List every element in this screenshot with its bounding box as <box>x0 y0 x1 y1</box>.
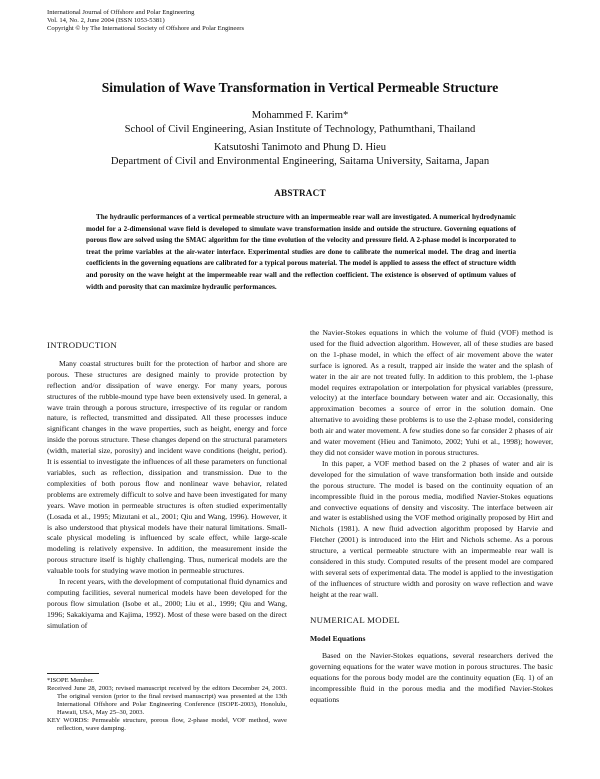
journal-volume: Vol. 14, No. 2, June 2004 (ISSN 1053-5381) <box>47 17 165 24</box>
left-column <box>47 340 287 632</box>
abstract-text: The hydraulic performances of a vertical permeable structure with an impermeable rear wall are investigated. A numerical hydrodynamic model for a 2-dimensional wave field is developed to simulate wave transformation inside and outside the structure. Governing equations of porous flow are solved using the SMAC algorithm for the time evolution of the velocity and pressure field. A 2-phase model is incorporated to treat the prime variables at the air-water interface. Experimental studies are done to calibrate the numerical model. The drag and inertia coefficients in the governing equations are calibrated for a typical porous material. The model is applied to assess the effect of structure width and porosity on the wave height at the impermeable rear wall and the reflection coefficient. The existence is observed of optimum values of width and porosity that can maximize hydraulic performances. <box>86 213 516 291</box>
affiliation-1: School of Civil Engineering, Asian Institute of Technology, Pathumthani, Thailand <box>124 124 476 135</box>
model-equations-heading: Model Equations <box>310 633 366 643</box>
intro-paragraph-1: Many coastal structures built for the protection of harbor and shore are porous. These structures are designed mainly to provide protection by reflection and/or dissipation of wave energy. For many years, porous structures of the rubble-mound type have been extensively used. In general, a wave train through a porous structure, irrespective of its regular or random nature, is reflected, transmitted and dissipated. All these processes induce significant changes in the wave properties, such as height, energy and force inside the porous structure. These changes depend on the structural parameters (width, material size, porosity) and incident wave conditions (height, period). It is essential to investigate the influences of all these parameters on functional variables, such as reflection, dissipation and transmission. Due to the complexities of both porous flow and nonlinear wave behavior, related problems are extremely difficult to solve and have been investigated for many years. Wave motion in permeable structures is often studied experimentally (Losada et al., 1995; Mizutani et al., 2001; Qiu and Wang, 1996). However, it is also understood that physical models have their natural limitations. Small-scale physical modeling is influenced by scale effect, while large-scale modeling is relatively expensive. In addition, the measurement inside the porous structure itself is highly challenging. Thus, numerical models are the valuable tools for studying wave motion in permeable structures. <box>47 358 287 576</box>
footnote-received: Received June 28, 2003; revised manuscript received by the editors December 24, 2003. The original version (prior to the final revised manuscript) was presented at the 13th International Offshore and Polar Engineering Conference (ISOPE-2003), Honolulu, Hawaii, USA, May 25–30, 2003. <box>47 685 287 716</box>
col2-paragraph-3: Based on the Navier-Stokes equations, several researchers derived the governing equations for the water wave motion in porous structures. The basic equations for the porous body model are the continuity equation (Eq. 1) of an incompressible fluid in the porous media and the modified Navier-Stokes equations <box>310 651 553 705</box>
footnotes <box>47 677 287 733</box>
author-2: Katsutoshi Tanimoto and Phung D. Hieu <box>213 142 387 153</box>
footnote-rule <box>47 673 99 674</box>
footnote-keywords: KEY WORDS: Permeable structure, porous flow, 2-phase model, VOF method, wave reflection, wave damping. <box>47 717 287 732</box>
affiliation-2: Department of Civil and Environmental Engineering, Saitama University, Saitama, Japan <box>110 156 490 167</box>
intro-paragraph-2: In recent years, with the development of computational fluid dynamics and computing facilities, several numerical models have been developed for the porous flow simulation (Isobe et al., 2000; Liu et al., 1999; Qiu and Wang, 1996; Sakakiyama and Kajima, 1992). Most of these were based on the direct simulation of <box>47 577 287 630</box>
numerical-model-heading: NUMERICAL MODEL <box>310 614 400 625</box>
footnote-isope: *ISOPE Member. <box>47 677 94 684</box>
introduction-heading: INTRODUCTION <box>47 340 118 350</box>
journal-copyright: Copyright © by The International Society of Offshore and Polar Engineers <box>47 25 245 32</box>
paper-title: Simulation of Wave Transformation in Vertical Permeable Structure <box>101 80 499 95</box>
author-1: Mohammed F. Karim* <box>251 110 349 121</box>
journal-header <box>47 9 244 33</box>
abstract-heading: ABSTRACT <box>274 188 326 198</box>
journal-name: International Journal of Offshore and Polar Engineering <box>47 9 195 16</box>
col2-paragraph-2: In this paper, a VOF method based on the 2 phases of water and air is developed for the simulation of wave transformation both inside and outside the porous structure. The model is based on the continuity equation of an incompressible fluid in the porous media, modified Navier-Stokes equations and convective equations of density and viscosity. The interface between air and water is established using the VOF method originally proposed by Hirt and Nichols (1981). A new fluid advection algorithm proposed by Harvie and Fletcher (2001) is introduced into the Hirt and Nichols scheme. As a porous structure, a vertical permeable structure with an impermeable rear wall is considered in this study. Computed results of the present model are compared with several sets of experimental data. The model is applied to the investigation of the influences of structure width and porosity on wave reflection and wave height at the rear wall. <box>310 458 553 599</box>
col2-paragraph-1: the Navier-Stokes equations in which the volume of fluid (VOF) method is used for the fluid advection algorithm. However, all of these studies are based on the 1-phase model, in which the effect of air movement above the water surface is ignored. As a result, trapped air inside the water and the splash of water in the air are not treated fully. In addition to this problem, the 1-phase model requires extrapolation or interpolation for physical variables (pressure, velocity) at the interface boundary between water and air. Occasionally, this approximation becomes a source of error in the solution domain. One alternative to avoiding these problems is to use the 2-phase model, considering both air and water movement. A few studies done so far consider 2 phases of air and water movement (Hieu and Tanimoto, 2002; Yuhi et al., 1998); however, they did not consider wave motion in porous structures. <box>310 328 553 457</box>
right-column <box>310 328 553 706</box>
